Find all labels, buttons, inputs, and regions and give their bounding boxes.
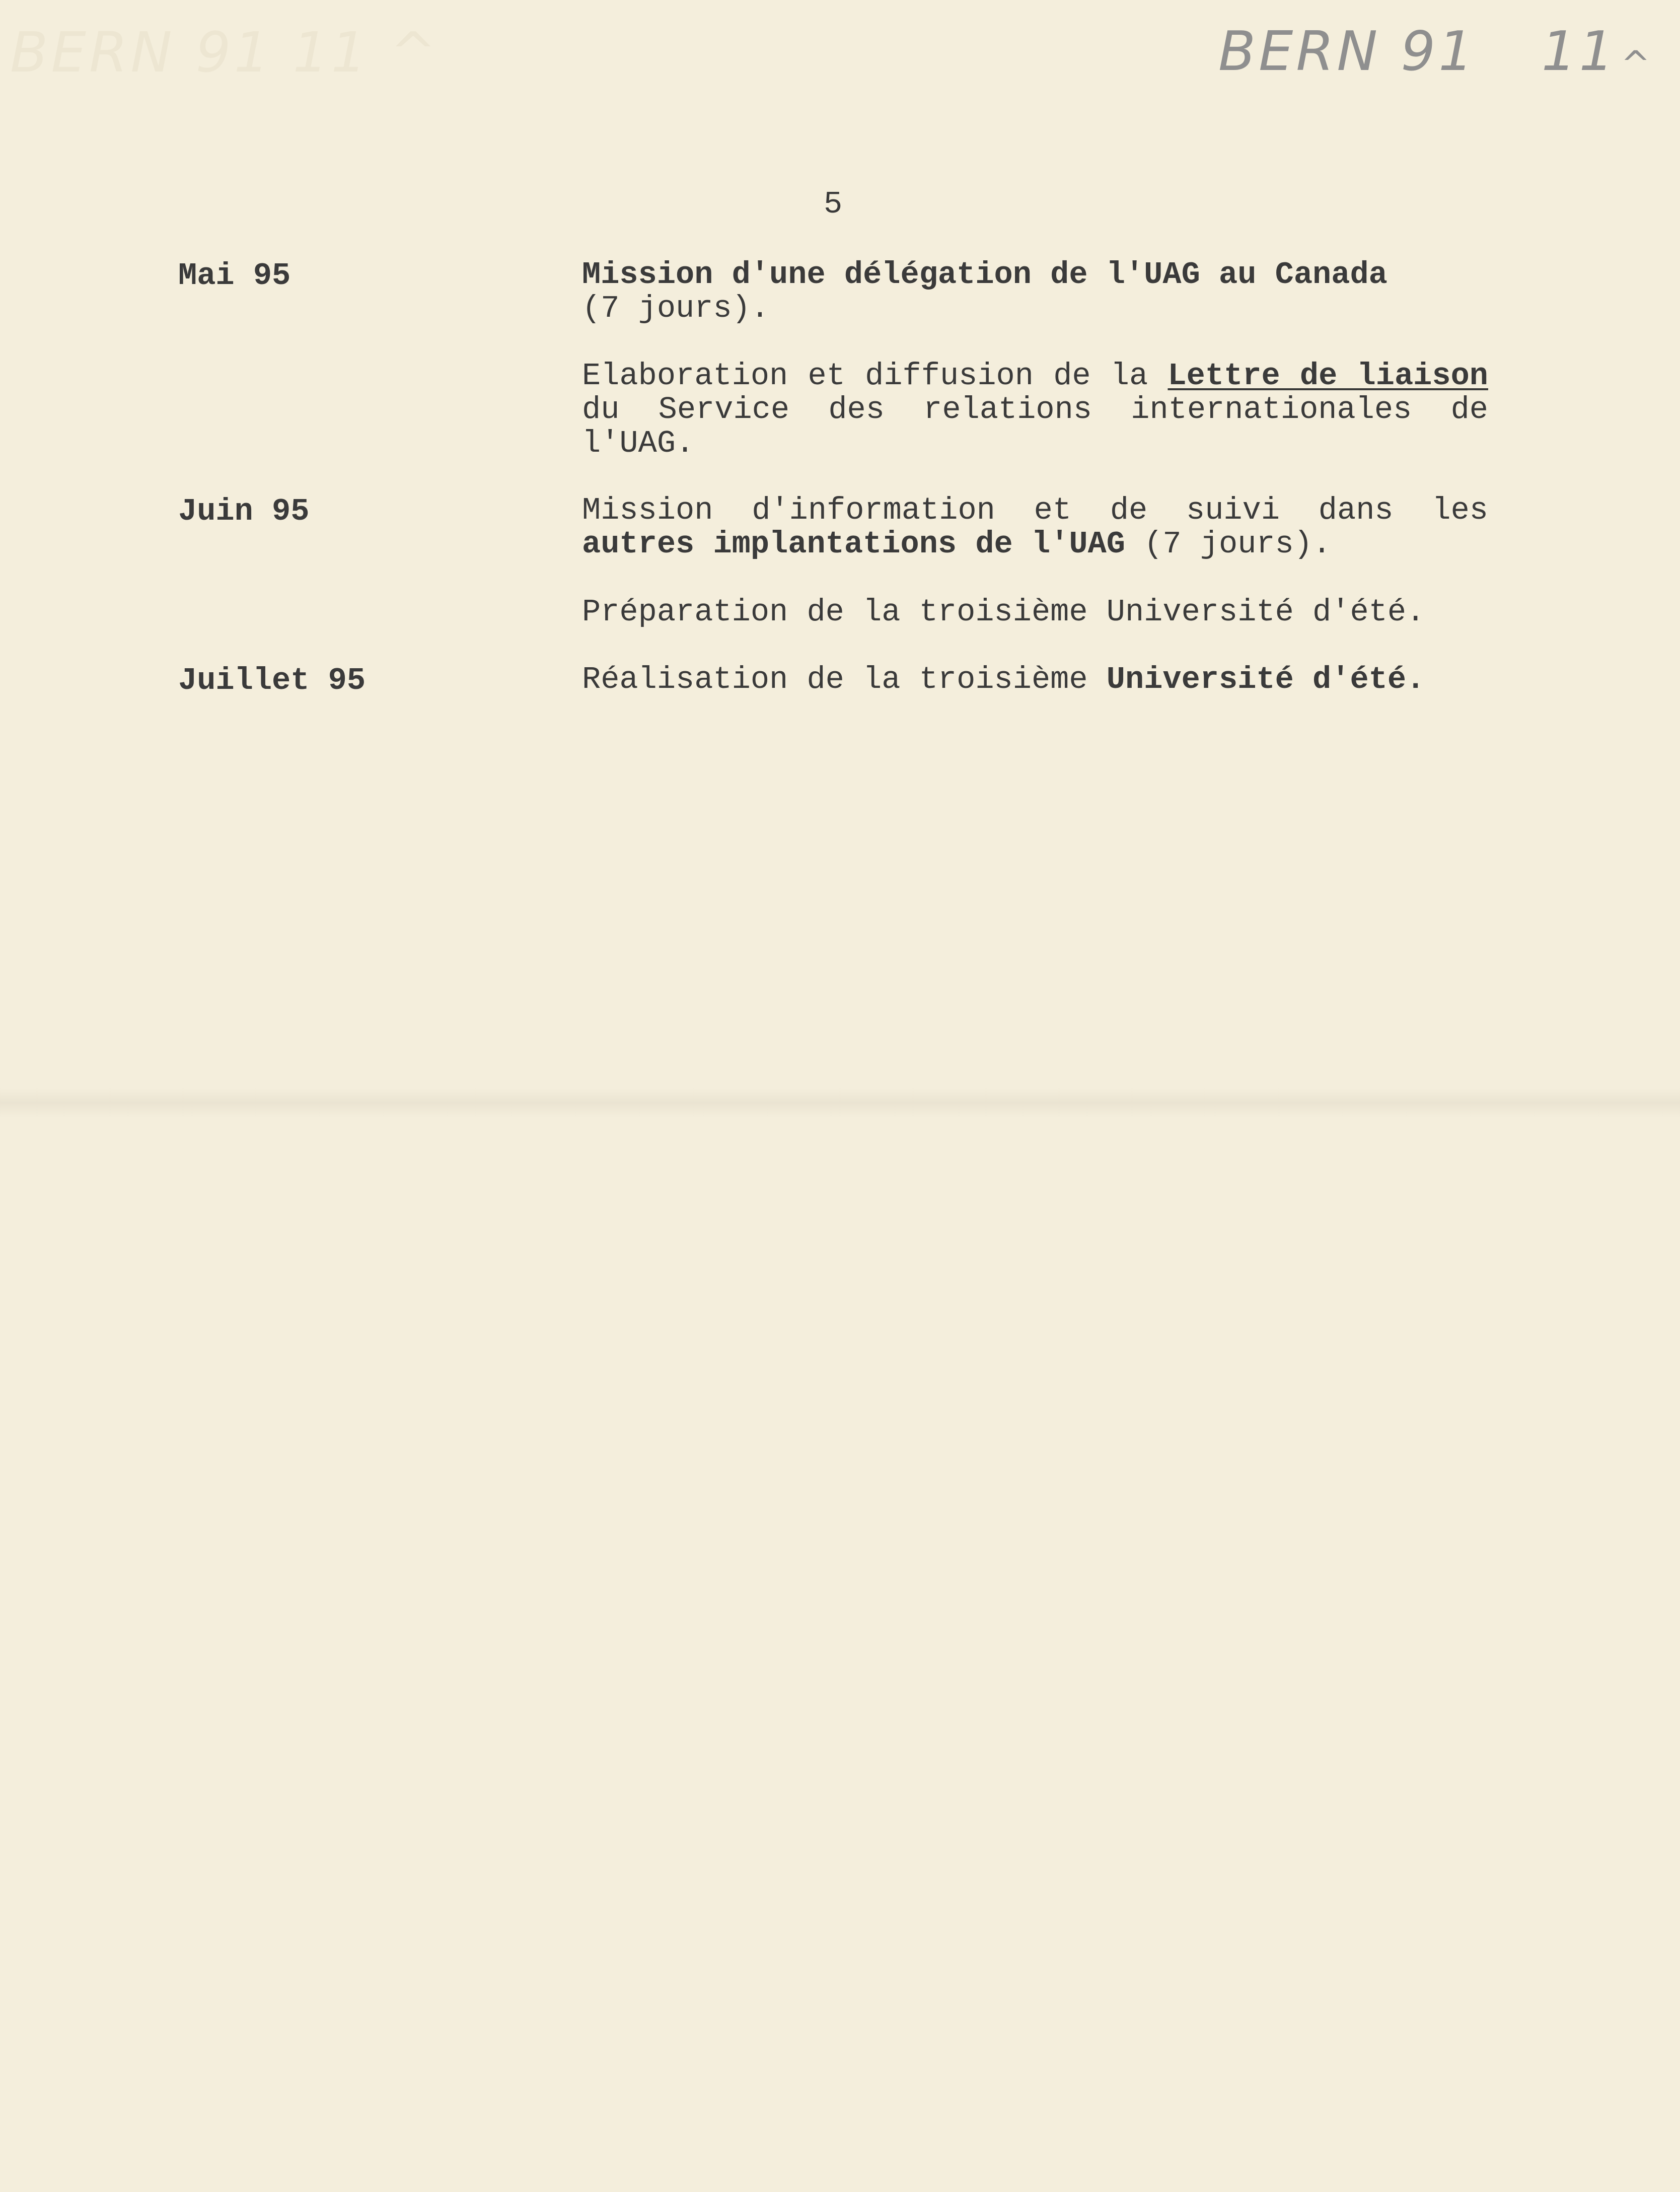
autres-implantations: autres implantations de l'UAG	[582, 526, 1125, 562]
entry-juillet-paragraph-1	[582, 663, 1488, 696]
entry-date-mai: Mai 95	[178, 258, 291, 294]
text-pre: Mission d'information et de suivi dans les	[582, 492, 1488, 528]
handwritten-mark: ^	[1621, 43, 1654, 85]
paper-fold	[0, 1088, 1680, 1118]
text-pre: Elaboration et diffusion de la	[582, 358, 1168, 394]
page-number: 5	[824, 186, 843, 222]
entry-mai-paragraph-1	[582, 258, 1488, 325]
handwritten-ref: BERN 91	[1218, 20, 1476, 83]
mission-duration: (7 jours).	[582, 291, 770, 326]
entry-date-juin: Juin 95	[178, 493, 310, 529]
text-post: du Service des relations internationales de l'UAG.	[582, 392, 1488, 461]
lettre-de-liaison-title: Lettre de liaison	[1167, 358, 1488, 394]
entry-date-juillet: Juillet 95	[178, 663, 366, 698]
entry-juin-paragraph-2: Préparation de la troisième Université d'été.	[582, 594, 1425, 630]
text-post: (7 jours).	[1125, 526, 1332, 562]
entry-juin-paragraph-1	[582, 493, 1488, 561]
text-pre: Réalisation de la troisième	[582, 662, 1107, 697]
handwritten-annotation	[1218, 20, 1654, 96]
mission-title: Mission d'une délégation de l'UAG au Canada	[582, 257, 1387, 293]
handwritten-num: 11	[1541, 20, 1617, 83]
entry-mai-paragraph-2	[582, 359, 1488, 460]
ghost-imprint: BERN 91 11 ^	[10, 20, 440, 85]
universite-d-ete: Université d'été.	[1106, 662, 1425, 697]
